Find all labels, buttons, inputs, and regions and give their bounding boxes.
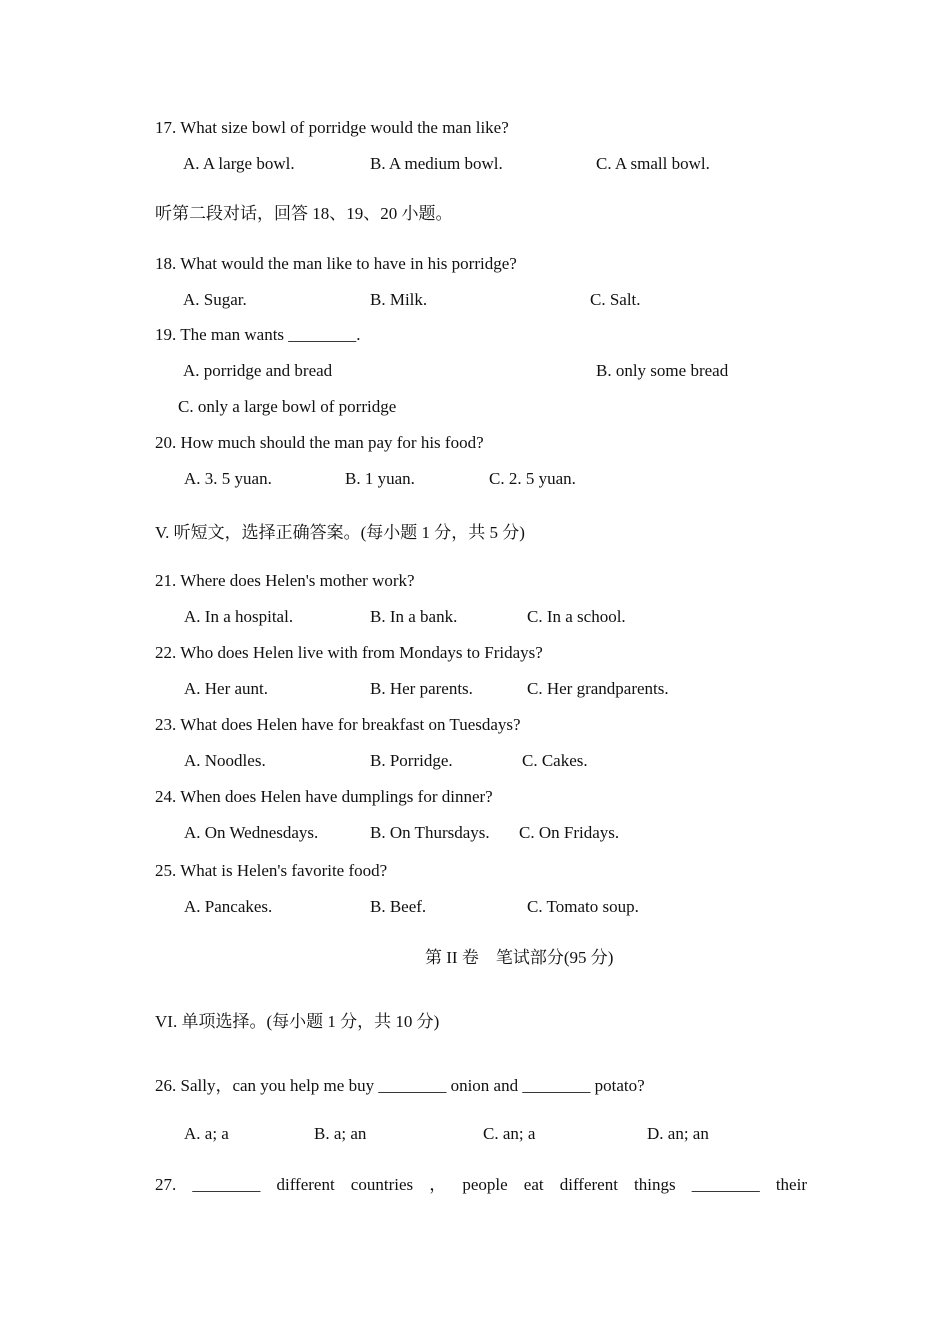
q17-option-c: C. A small bowl.: [596, 154, 710, 173]
q17-option-b: B. A medium bowl.: [370, 154, 503, 173]
q26-option-a: A. a; a: [184, 1124, 229, 1143]
q26-option-b: B. a; an: [314, 1124, 367, 1143]
q27-word: their: [775, 1175, 807, 1194]
section-v-heading: V. 听短文，选择正确答案。(每小题 1 分，共 5 分): [155, 523, 525, 542]
q27-blank: ________: [192, 1175, 261, 1194]
q24-option-b: B. On Thursdays.: [370, 823, 490, 842]
q25-option-c: C. Tomato soup.: [527, 897, 639, 916]
q19-option-a: A. porridge and bread: [183, 361, 333, 380]
q18-option-a: A. Sugar.: [183, 290, 247, 309]
q27-word: different: [276, 1175, 335, 1194]
q20-option-b: B. 1 yuan.: [345, 469, 415, 488]
q22-option-c: C. Her grandparents.: [527, 679, 669, 698]
section-vi-heading: VI. 单项选择。(每小题 1 分，共 10 分): [155, 1012, 440, 1031]
question-24: 24. When does Helen have dumplings for dinner?: [155, 787, 493, 806]
q21-option-b: B. In a bank.: [370, 607, 458, 626]
q26-option-c: C. an; a: [483, 1124, 536, 1143]
question-17: 17. What size bowl of porridge would the man like?: [155, 118, 509, 137]
q27-word: 27.: [155, 1175, 177, 1194]
q27-word: eat: [523, 1175, 544, 1194]
q22-option-b: B. Her parents.: [370, 679, 473, 698]
q21-option-c: C. In a school.: [527, 607, 626, 626]
q27-word: people: [462, 1175, 508, 1194]
q23-option-a: A. Noodles.: [184, 751, 266, 770]
q23-option-b: B. Porridge.: [370, 751, 453, 770]
q24-option-c: C. On Fridays.: [519, 823, 620, 842]
question-23: 23. What does Helen have for breakfast on Tuesdays?: [155, 715, 521, 734]
q23-option-c: C. Cakes.: [522, 751, 588, 770]
section-dialog-2-heading: 听第二段对话，回答 18、19、20 小题。: [155, 204, 453, 223]
q27-comma: ，: [429, 1175, 447, 1194]
question-26: 26. Sally，can you help me buy ________ onion and ________ potato?: [155, 1076, 645, 1095]
q27-word: countries: [350, 1175, 414, 1194]
question-25: 25. What is Helen's favorite food?: [155, 861, 388, 880]
q25-option-a: A. Pancakes.: [184, 897, 273, 916]
q19-option-c: C. only a large bowl of porridge: [178, 397, 397, 416]
q22-option-a: A. Her aunt.: [184, 679, 269, 698]
q27-word: different: [559, 1175, 618, 1194]
q20-option-a: A. 3. 5 yuan.: [184, 469, 272, 488]
q18-option-c: C. Salt.: [590, 290, 641, 309]
q19-option-b: B. only some bread: [596, 361, 729, 380]
question-21: 21. Where does Helen's mother work?: [155, 571, 415, 590]
q17-option-a: A. A large bowl.: [183, 154, 295, 173]
question-18: 18. What would the man like to have in his porridge?: [155, 254, 517, 273]
question-19: 19. The man wants ________.: [155, 325, 361, 344]
question-22: 22. Who does Helen live with from Mondays to Fridays?: [155, 643, 543, 662]
q27-blank: ________: [691, 1175, 760, 1194]
q20-option-c: C. 2. 5 yuan.: [489, 469, 576, 488]
q21-option-a: A. In a hospital.: [184, 607, 294, 626]
question-27: [155, 1175, 807, 1195]
q24-option-a: A. On Wednesdays.: [184, 823, 319, 842]
q27-word: things: [634, 1175, 676, 1194]
part-2-title: 第 II 卷 笔试部分(95 分): [425, 948, 614, 967]
question-20: 20. How much should the man pay for his food?: [155, 433, 484, 452]
q25-option-b: B. Beef.: [370, 897, 427, 916]
q26-option-d: D. an; an: [647, 1124, 709, 1143]
q18-option-b: B. Milk.: [370, 290, 428, 309]
